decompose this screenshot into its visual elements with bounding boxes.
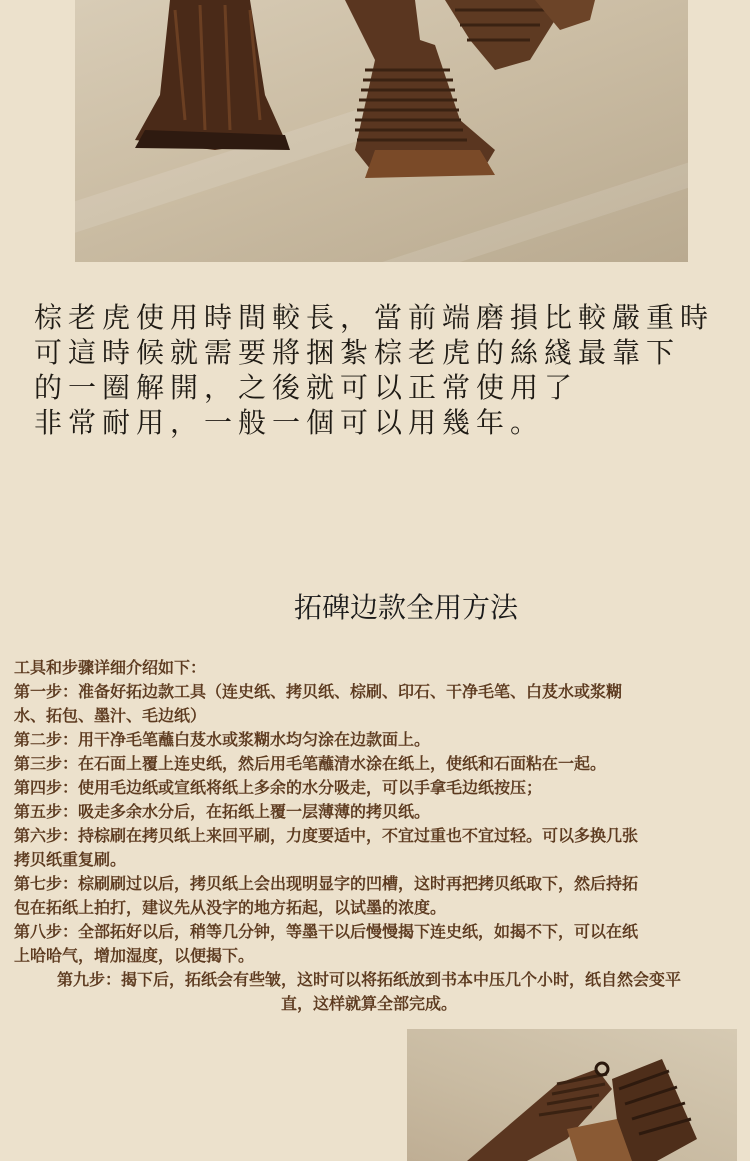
step-1-line-1: 第一步：准备好拓边款工具（连史纸、拷贝纸、棕刷、印石、干净毛笔、白芨水或浆糊 [14,682,623,701]
calligraphy-line: 非常耐用，一般一個可以用幾年。 [34,406,545,439]
step-8-line-2: 上哈哈气，增加湿度，以便揭下。 [14,946,255,965]
step-2: 第二步：用干净毛笔蘸白芨水或浆糊水均匀涂在边款面上。 [14,730,431,749]
step-9-line-1: 第九步：揭下后，拓纸会有些皱，这时可以将拓纸放到书本中压几个小时，纸自然会变平 [56,970,681,989]
brush-photo-top [75,0,688,262]
brush-photo-bottom [407,1029,737,1161]
step-3: 第三步：在石面上覆上连史纸，然后用毛笔蘸清水涂在纸上，使纸和石面粘在一起。 [14,754,607,773]
palm-brush-left [135,0,290,150]
calligraphy-line: 的一圈解開，之後就可以正常使用了 [34,371,579,404]
calligraphy-paragraph [34,300,724,440]
step-8-line-1: 第八步：全部拓好以后，稍等几分钟，等墨干以后慢慢揭下连史纸，如揭不下，可以在纸 [14,922,639,941]
step-5: 第五步：吸走多余水分后，在拓纸上覆一层薄薄的拷贝纸。 [14,802,431,821]
steps-list [14,656,724,1016]
section-title: 拓碑边款全用方法 [293,592,518,623]
step-6-line-2: 拷贝纸重复刷。 [14,850,127,869]
step-7-line-1: 第七步：棕刷刷过以后，拷贝纸上会出现明显字的凹槽，这时再把拷贝纸取下，然后持拓 [14,874,639,893]
step-1-line-2: 水、拓包、墨汁、毛边纸） [14,706,207,725]
step-6-line-1: 第六步：持棕刷在拷贝纸上来回平刷，力度要适中，不宜过重也不宜过轻。可以多换几张 [14,826,639,845]
steps-intro: 工具和步骤详细介绍如下： [14,658,207,677]
step-7-line-2: 包在拓纸上拍打，建议先从没字的地方拓起，以试墨的浓度。 [14,898,447,917]
step-4: 第四步：使用毛边纸或宣纸将纸上多余的水分吸走，可以手拿毛边纸按压； [14,778,543,797]
calligraphy-line: 棕老虎使用時間較長，當前端磨損比較嚴重時 [34,301,715,334]
step-9-line-2: 直，这样就算全部完成。 [280,994,457,1013]
calligraphy-line: 可這時候就需要將捆紮棕老虎的絲綫最靠下 [34,336,681,369]
palm-brush-right [445,0,595,70]
